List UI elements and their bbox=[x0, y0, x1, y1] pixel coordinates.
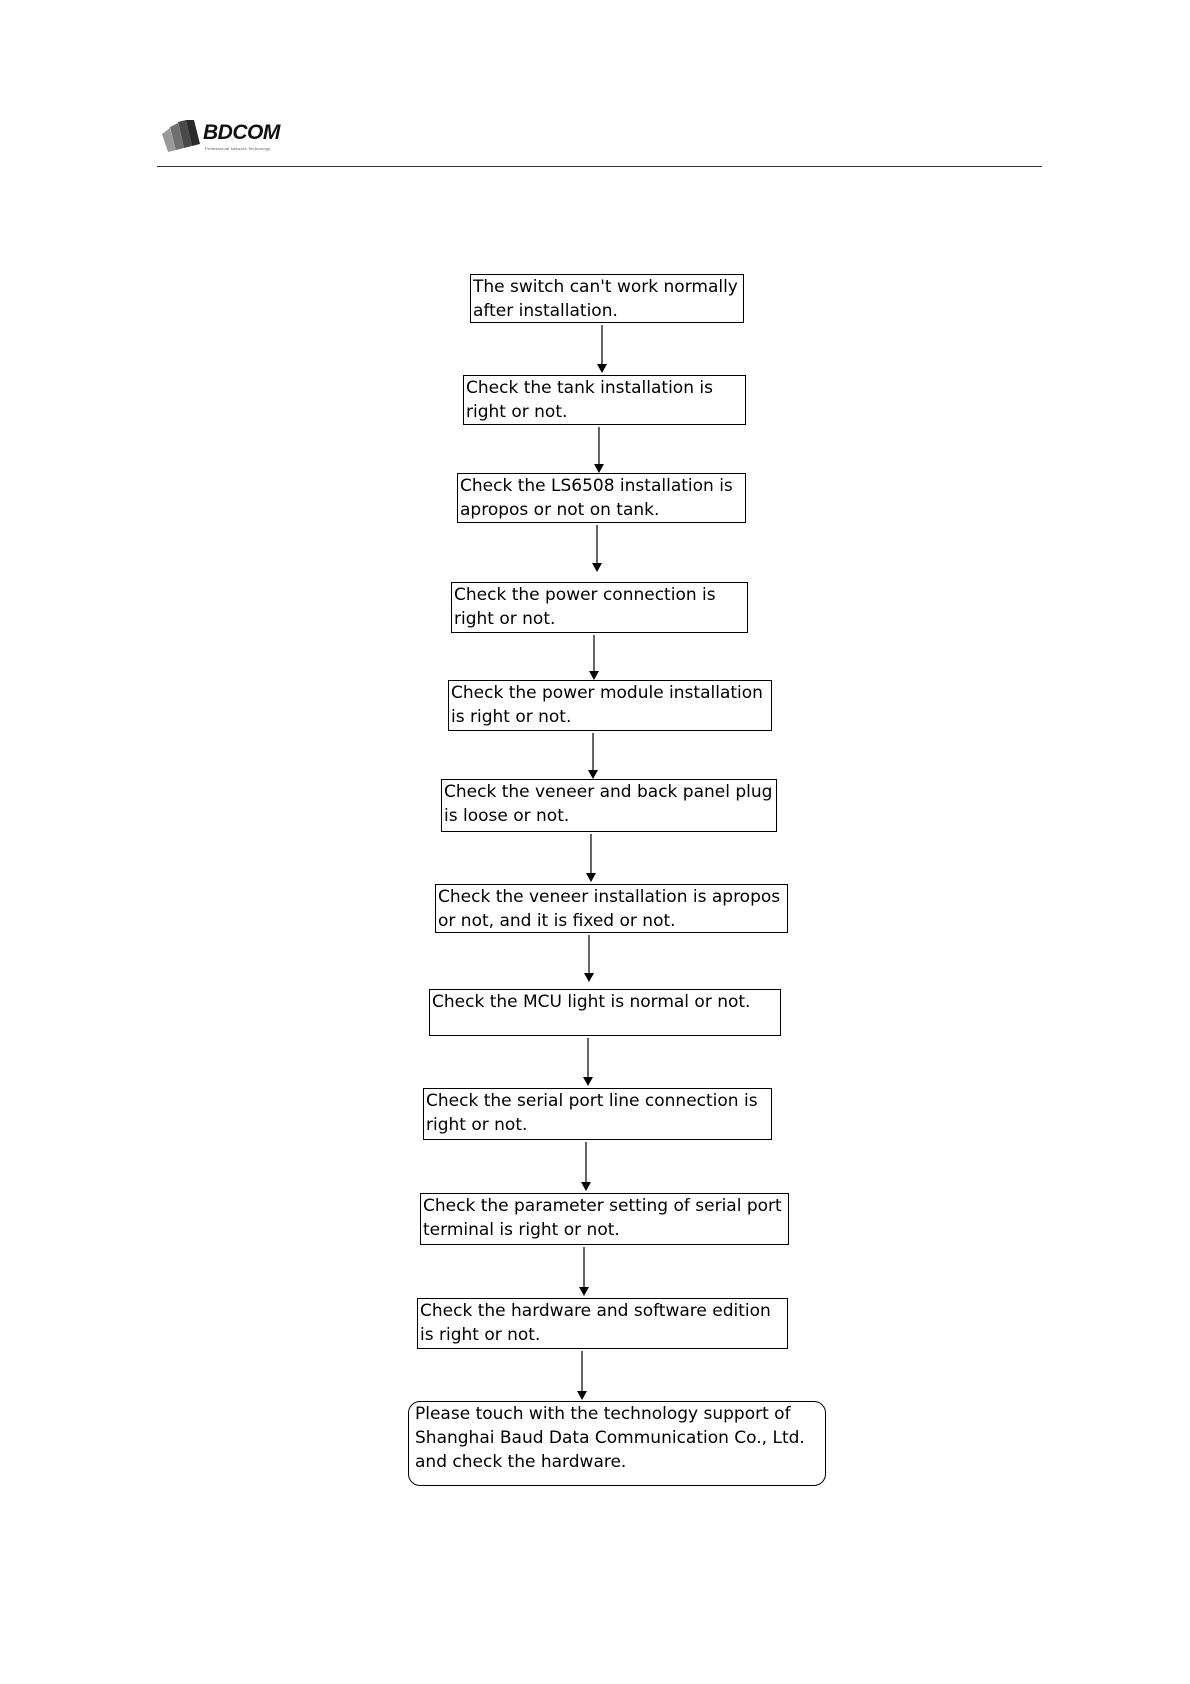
flow-step-mcu-light: Check the MCU light is normal or not. bbox=[429, 989, 781, 1036]
arrow-6 bbox=[584, 834, 598, 882]
flow-step-power-module: Check the power module installation is right or not. bbox=[448, 680, 772, 731]
flow-step-start: The switch can't work normally after installation. bbox=[470, 274, 744, 323]
arrow-9 bbox=[579, 1142, 593, 1191]
flow-step-ls6508-installation: Check the LS6508 installation is apropos or not on tank. bbox=[457, 473, 746, 523]
flow-step-power-connection: Check the power connection is right or not. bbox=[451, 582, 748, 633]
arrow-3 bbox=[590, 525, 604, 572]
flow-step-hw-sw-edition: Check the hardware and software edition is right or not. bbox=[417, 1298, 788, 1349]
arrow-11 bbox=[575, 1351, 589, 1400]
arrow-2 bbox=[592, 427, 606, 473]
flow-step-serial-parameters: Check the parameter setting of serial port terminal is right or not. bbox=[420, 1193, 789, 1245]
arrow-4 bbox=[587, 635, 601, 680]
flow-step-serial-line: Check the serial port line connection is right or not. bbox=[423, 1088, 772, 1140]
arrow-7 bbox=[582, 935, 596, 982]
brand-tagline: Professional Network Technology bbox=[205, 146, 271, 151]
arrow-1 bbox=[595, 325, 609, 373]
flow-step-contact-support: Please touch with the technology support of Shanghai Baud Data Communication Co., Ltd. and check the hardware. bbox=[408, 1401, 826, 1486]
arrow-10 bbox=[577, 1247, 591, 1296]
brand-name: BDCOM bbox=[203, 121, 280, 144]
arrow-8 bbox=[581, 1038, 595, 1086]
flow-step-tank-installation: Check the tank installation is right or not. bbox=[463, 375, 746, 425]
flow-step-veneer-plug: Check the veneer and back panel plug is loose or not. bbox=[441, 779, 777, 832]
flow-step-veneer-installation: Check the veneer installation is apropos or not, and it is fixed or not. bbox=[435, 884, 788, 933]
arrow-5 bbox=[586, 733, 600, 779]
